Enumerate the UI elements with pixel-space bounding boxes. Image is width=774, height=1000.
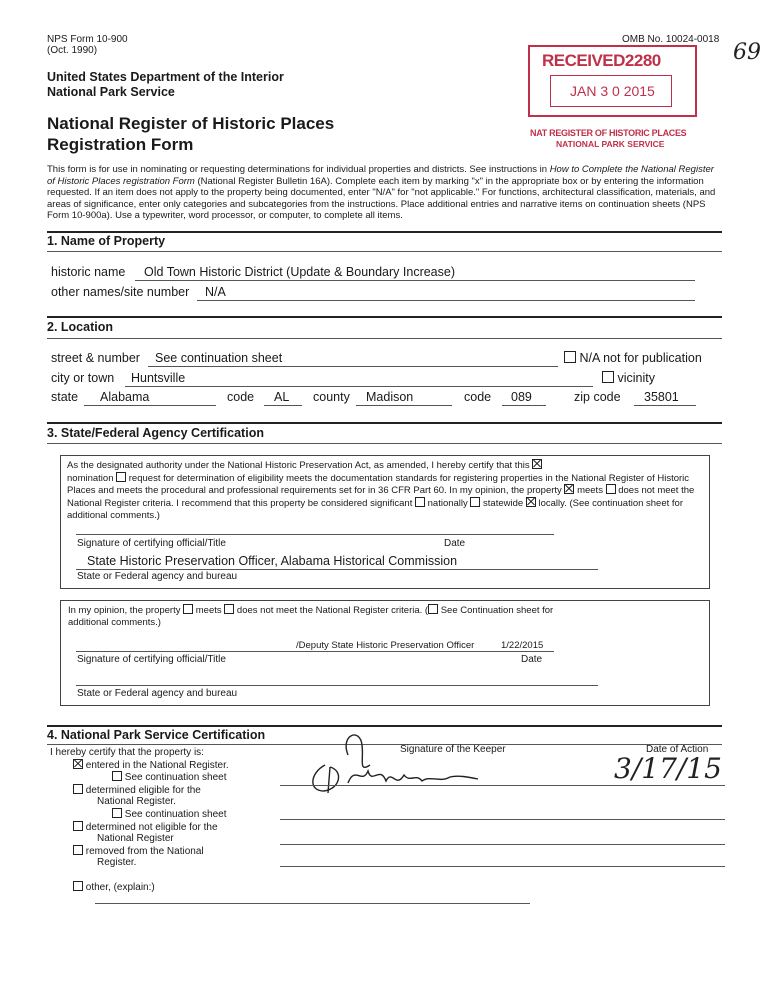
section3-header: 3. State/Federal Agency Certification: [47, 426, 264, 440]
statewide-label: statewide: [483, 498, 524, 510]
nomination-checkbox[interactable]: [532, 459, 542, 469]
date-of-action-label: Date of Action: [646, 744, 709, 755]
deputy-date[interactable]: 1/22/2015: [501, 640, 544, 651]
field-underline: [125, 386, 593, 387]
field-underline: [280, 844, 725, 845]
section2-header: 2. Location: [47, 320, 113, 334]
opinion-text: [68, 604, 704, 628]
county-value[interactable]: Madison: [366, 390, 414, 404]
instructions-italic: How to Complete the National Register of Historic Places registration Form: [47, 164, 714, 187]
keeper-signature-line: [280, 785, 725, 786]
handwritten-page-number: 69: [733, 40, 761, 65]
historic-name-value[interactable]: Old Town Historic District (Update & Boundary Increase): [144, 265, 455, 279]
section4-header: 4. National Park Service Certification: [47, 728, 266, 742]
field-underline: [95, 903, 530, 904]
divider: [47, 316, 722, 318]
cert-text-4: does not meet the National Register criteria. I recommend that this property be considered significant: [67, 485, 695, 510]
field-underline: [280, 819, 725, 820]
see-continuation-1[interactable]: [112, 771, 227, 784]
determined-not-eligible-label-2: National Register: [97, 833, 174, 844]
meets-label: meets: [577, 485, 603, 497]
city-label: city or town: [51, 371, 115, 385]
stamp-line2: NATIONAL PARK SERVICE: [556, 139, 665, 149]
vicinity[interactable]: [602, 371, 655, 385]
field-underline: [84, 405, 216, 406]
street-label: street & number: [51, 351, 140, 365]
field-underline: [197, 300, 695, 301]
omb-number: OMB No. 10024-0018: [622, 34, 720, 45]
department-name: United States Department of the Interior: [47, 70, 284, 84]
opinion-meets-label: meets: [195, 605, 222, 616]
county-code-label: code: [464, 390, 492, 404]
state-value[interactable]: Alabama: [100, 390, 150, 404]
other-checkbox[interactable]: [73, 881, 83, 891]
other-names-label: other names/site number: [51, 285, 190, 299]
removed-label: removed from the National: [85, 846, 204, 857]
keeper-label: Signature of the Keeper: [400, 744, 506, 755]
received-stamp: [528, 45, 698, 150]
county-label: county: [313, 390, 350, 404]
field-underline: [356, 405, 452, 406]
historic-name-label: historic name: [51, 265, 126, 279]
signature-label-2: Signature of certifying official/Title: [77, 654, 226, 665]
form-title-line1: National Register of Historic Places: [47, 114, 335, 133]
state-label: state: [51, 390, 79, 404]
determined-not-eligible-label: determined not eligible for the: [85, 822, 218, 833]
certifying-official[interactable]: State Historic Preservation Officer, Alabama Historical Commission: [87, 554, 458, 568]
opinion-text-3: See Continuation sheet for: [440, 605, 554, 616]
form-number: NPS Form 10-900: [47, 34, 128, 45]
form-date: (Oct. 1990): [47, 45, 98, 56]
stamp-received-text: RECEIVED2280: [542, 51, 661, 70]
see-continuation-2[interactable]: [112, 808, 227, 821]
see-continuation-label-2: See continuation sheet: [124, 809, 227, 820]
keeper-signature: [300, 725, 490, 800]
stamp-line1: NAT REGISTER OF HISTORIC PLACES: [530, 128, 687, 138]
date-label: Date: [444, 538, 466, 549]
field-underline: [264, 405, 302, 406]
cert-text-3: request for determination of eligibility meets the documentation standards for registering properties in the National Register of Historic Places and meets the procedural and professional requirements set for in 36 CFR Part 60. In my opinion, the property: [67, 472, 690, 497]
field-underline: [502, 405, 546, 406]
divider: [47, 443, 722, 444]
deputy-title[interactable]: /Deputy State Historic Preservation Officer: [296, 640, 475, 651]
locally-checkbox[interactable]: [526, 497, 536, 507]
entered-checkbox[interactable]: [73, 759, 83, 769]
date-of-action-value[interactable]: 3/17/15: [614, 752, 722, 785]
other-label: other, (explain:): [85, 882, 155, 893]
field-underline: [280, 866, 725, 867]
field-underline: [76, 685, 598, 686]
divider: [47, 422, 722, 424]
state-certification-text: [67, 459, 703, 522]
instructions-text-2: (National Register Bulletin 16A). Complete each item by marking "x" in the appropriate box or by entering the information requested. If an item does not apply to the property being documented, enter "N/A" for "not applicable." For functions, architectural classification, materials, and areas of significance, enter only categories and subcategories from the instructions. Place additional entries and narrative items on continuation sheets (NPS Form 10-900a). Use a typewriter, word processor, or computer, to complete all items.: [47, 175, 716, 221]
vicinity-checkbox[interactable]: [602, 371, 614, 383]
field-underline: [634, 405, 696, 406]
field-underline: [148, 366, 558, 367]
cert-text-2: nomination: [67, 472, 114, 484]
not-for-publication[interactable]: [564, 351, 702, 365]
cert-text-1: As the designated authority under the National Historic Preservation Act, as amended, I hereby certify that this: [67, 460, 530, 471]
zip-value[interactable]: 35801: [644, 390, 679, 404]
service-name: National Park Service: [47, 85, 175, 99]
nfp-checkbox[interactable]: [564, 351, 576, 363]
city-value[interactable]: Huntsville: [131, 371, 186, 385]
instructions-text-1: This form is for use in nominating or requesting determinations for individual properties and districts. See instructions in: [47, 164, 550, 175]
nationally-label: nationally: [427, 498, 468, 510]
signature-line: [76, 651, 554, 652]
meets-checkbox[interactable]: [564, 484, 574, 494]
nationally-checkbox[interactable]: [415, 497, 425, 507]
determined-eligible-label-2: National Register.: [97, 796, 176, 807]
stamp-date: JAN 3 0 2015: [570, 83, 655, 99]
signature-line: [76, 534, 554, 535]
street-value[interactable]: See continuation sheet: [155, 351, 283, 365]
determination-checkbox[interactable]: [116, 472, 126, 482]
date-label-2: Date: [521, 654, 543, 665]
divider: [47, 251, 722, 252]
nfp-label: N/A not for publication: [579, 351, 702, 365]
does-not-meet-checkbox[interactable]: [606, 484, 616, 494]
form-title-line2: Registration Form: [47, 135, 194, 154]
determined-eligible-checkbox[interactable]: [73, 784, 83, 794]
field-underline: [135, 280, 695, 281]
county-code-value[interactable]: 089: [511, 390, 532, 404]
signature-label: Signature of certifying official/Title: [77, 538, 226, 549]
instructions-paragraph: [47, 164, 722, 222]
determined-eligible-label: determined eligible for the: [85, 785, 201, 796]
section1-header: 1. Name of Property: [47, 234, 166, 248]
continuation-checkbox-2[interactable]: [112, 808, 122, 818]
continuation-checkbox-1[interactable]: [112, 771, 122, 781]
opinion-text-1: In my opinion, the property: [68, 605, 181, 616]
opinion-continuation-checkbox[interactable]: [428, 604, 438, 614]
statewide-checkbox[interactable]: [470, 497, 480, 507]
nps-cert-intro: I hereby certify that the property is:: [50, 747, 204, 758]
agency-label-2: State or Federal agency and bureau: [77, 688, 238, 699]
entered-label: entered in the National Register.: [85, 760, 229, 771]
other-names-value[interactable]: N/A: [205, 285, 226, 299]
removed-label-2: Register.: [97, 857, 137, 868]
state-code-value[interactable]: AL: [274, 390, 290, 404]
agency-label: State or Federal agency and bureau: [77, 571, 238, 582]
opinion-not-meet-checkbox[interactable]: [224, 604, 234, 614]
other-option[interactable]: [73, 881, 155, 894]
removed-checkbox[interactable]: [73, 845, 83, 855]
see-continuation-label-1: See continuation sheet: [124, 772, 227, 783]
opinion-text-2: does not meet the National Register criteria. (: [236, 605, 429, 616]
divider: [47, 338, 722, 339]
removed-option[interactable]: [73, 845, 204, 858]
vicinity-label: vicinity: [617, 371, 655, 385]
divider: [47, 231, 722, 233]
field-underline: [76, 569, 598, 570]
determined-not-eligible-checkbox[interactable]: [73, 821, 83, 831]
zip-label: zip code: [574, 390, 621, 404]
code-label: code: [227, 390, 255, 404]
locally-label: locally. (See continuation sheet for additional comments.): [67, 498, 683, 521]
opinion-meets-checkbox[interactable]: [183, 604, 193, 614]
opinion-text-4: additional comments.): [68, 616, 161, 628]
